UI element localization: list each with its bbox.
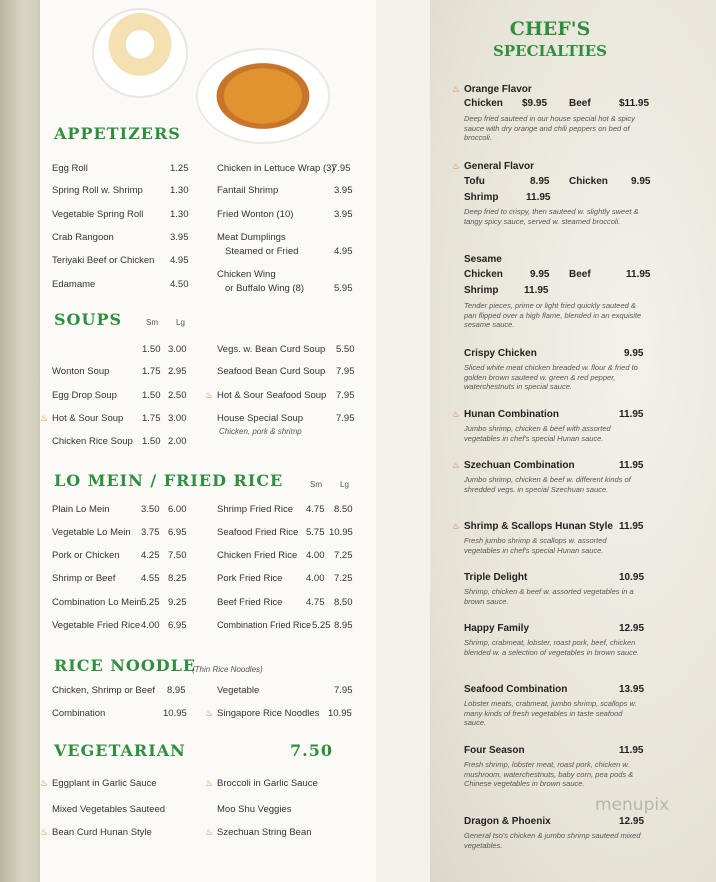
dish-option: Shrimp	[464, 192, 499, 203]
dish-description: Shrimp, chicken & beef w. assorted vegetables in a brown sauce.	[464, 587, 634, 606]
large-price: 8.95	[334, 620, 353, 631]
menu-item: Meat Dumplings	[217, 232, 286, 243]
menu-item: Vegetable Fried Rice	[52, 620, 141, 631]
small-price: 3.75	[141, 527, 160, 538]
rice-noodle-heading: RICE NOODLE	[54, 656, 197, 675]
item-price: 7.95	[334, 685, 353, 696]
item-price: 8.95	[167, 685, 186, 696]
chefs-title: CHEF'S	[509, 18, 591, 40]
small-price: 4.00	[141, 620, 160, 631]
dish-name: Seafood Combination	[464, 684, 568, 695]
menu-item: Teriyaki Beef or Chicken	[52, 255, 155, 266]
dish-price: 12.95	[619, 816, 645, 827]
spicy-icon: ♨	[452, 460, 461, 470]
menu-item: Shrimp or Beef	[52, 573, 116, 584]
soup-bowl-photo	[92, 8, 188, 98]
dish-name: Dragon & Phoenix	[464, 816, 551, 827]
menu-item: Spring Roll w. Shrimp	[52, 185, 143, 196]
large-price: 8.50	[334, 597, 353, 608]
dish-price: 9.95	[631, 176, 651, 187]
large-price: 2.95	[168, 366, 187, 377]
menu-item: Pork Fried Rice	[217, 573, 283, 584]
item-price: 4.50	[170, 279, 189, 290]
item-price: 7.95	[332, 163, 351, 174]
dish-option: Beef	[569, 269, 591, 280]
spicy-icon: ♨	[205, 827, 214, 837]
menu-item: Combination Lo Mein	[52, 597, 142, 608]
spicy-icon: ♨	[40, 827, 49, 837]
large-price: 2.50	[168, 390, 187, 401]
dish-price: 11.95	[619, 521, 644, 532]
dish-option: Tofu	[464, 176, 485, 187]
dish-price: 11.95	[526, 192, 551, 203]
item-price: 3.95	[334, 209, 353, 220]
dish-price: 9.95	[530, 269, 550, 280]
menu-item: Seafood Fried Rice	[217, 527, 299, 538]
small-column-label: Sm	[310, 480, 322, 489]
menu-item: Combination Fried Rice	[217, 620, 312, 630]
item-price: 1.30	[170, 185, 189, 196]
small-price: 4.75	[306, 597, 325, 608]
small-price: 1.75	[142, 413, 161, 424]
menu-item: Pork or Chicken	[52, 550, 120, 561]
menu-item: Edamame	[52, 279, 96, 290]
spicy-icon: ♨	[40, 778, 49, 788]
dish-price: 11.95	[619, 409, 644, 420]
item-price: 1.25	[170, 163, 189, 174]
large-price: 6.95	[168, 620, 187, 631]
menu-item: Szechuan String Bean	[217, 827, 312, 838]
dish-option: Shrimp	[464, 285, 499, 296]
dish-option: Beef	[569, 98, 591, 109]
menu-item: Vegetable Spring Roll	[52, 209, 144, 220]
dish-description: Jumbo shrimp, chicken & beef with assorted vegetables in chef's special Hunan sauce.	[464, 424, 611, 443]
dish-name: General Flavor	[464, 161, 535, 172]
dish-price: 10.95	[619, 572, 645, 583]
dish-price: 11.95	[626, 269, 651, 280]
large-price: 9.25	[168, 597, 187, 608]
large-price: 7.25	[334, 573, 353, 584]
vegetarian-price: 7.50	[290, 741, 333, 760]
dish-name: Hunan Combination	[464, 409, 559, 420]
dish-description: Sliced white meat chicken breaded w. flour & fried to golden brown sauteed w. green & red pepper, waterchestnuts in special sauce.	[464, 363, 638, 391]
menu-item-line2: Steamed or Fried	[225, 246, 299, 257]
dish-price: 11.95	[619, 460, 644, 471]
dish-name: Crispy Chicken	[464, 348, 537, 359]
item-price: 10.95	[163, 708, 187, 719]
menu-item: Vegetable Lo Mein	[52, 527, 131, 538]
menu-item: Plain Lo Mein	[52, 504, 110, 515]
dish-name: Orange Flavor	[464, 84, 532, 95]
lomein-heading: LO MEIN / FRIED RICE	[54, 471, 284, 490]
rice-noodle-note: (Thin Rice Noodles)	[192, 665, 263, 674]
menu-item: Bean Curd Hunan Style	[52, 827, 152, 838]
dish-description: Lobster meats, crabmeat, jumbo shrimp, scallops w. many kinds of fresh vegetables in taste seafood sauce.	[464, 699, 637, 727]
large-price: 6.95	[168, 527, 187, 538]
dish-price: $9.95	[522, 98, 548, 109]
dish-name: Sesame	[464, 254, 502, 265]
menu-item: Fantail Shrimp	[217, 185, 279, 196]
left-background	[0, 0, 40, 882]
dish-description: Tender pieces, prime or light fried quickly sauteed & pan flipped over a high flame, blended in an exquisite sesame sauce.	[464, 301, 642, 329]
large-column-label: Lg	[176, 318, 185, 327]
dish-name: Shrimp & Scallops Hunan Style	[464, 521, 613, 532]
menu-item: Chicken in Lettuce Wrap (3)	[217, 163, 335, 174]
small-price: 4.00	[306, 573, 325, 584]
menu-item: Beef Fried Rice	[217, 597, 283, 608]
vegetarian-heading: VEGETARIAN	[54, 741, 186, 760]
item-price: 7.95	[336, 366, 355, 377]
dish-description: Deep fried sauteed in our house special hot & spicy sauce with dry orange and chili peppers on bed of broccoli.	[464, 114, 635, 142]
small-column-label: Sm	[146, 318, 158, 327]
small-price: 4.25	[141, 550, 160, 561]
spicy-icon: ♨	[452, 409, 461, 419]
menu-item: Combination	[52, 708, 106, 719]
dish-description: Jumbo shrimp, chicken & beef w. different kinds of shredded vegs. in special Szechuan sauce.	[464, 475, 631, 494]
large-price: 3.00	[168, 413, 187, 424]
menu-item: Wonton Soup	[52, 366, 110, 377]
dish-name: Four Season	[464, 745, 525, 756]
menu-item: Hot & Sour Soup	[52, 413, 124, 424]
large-price: 3.00	[168, 344, 187, 355]
dish-description: Fresh jumbo shrimp & scallops w. assorted vegetables in chef's special Hunan sauce.	[464, 536, 607, 555]
small-price: 4.00	[306, 550, 325, 561]
menu-item: Chicken Wing	[217, 269, 276, 280]
small-price: 4.55	[141, 573, 160, 584]
menu-item: Vegs. w. Bean Curd Soup	[217, 344, 326, 355]
page-gap	[376, 0, 430, 882]
menu-item-line2: or Buffalo Wing (8)	[225, 283, 305, 294]
dish-price: 11.95	[524, 285, 549, 296]
small-price: 5.75	[306, 527, 325, 538]
item-price: 4.95	[170, 255, 189, 266]
large-price: 7.25	[334, 550, 353, 561]
item-price: 1.30	[170, 209, 189, 220]
spicy-icon: ♨	[205, 390, 214, 400]
menu-item: Chicken, Shrimp or Beef	[52, 685, 155, 696]
watermark: menupix	[595, 795, 670, 815]
menu-item: Hot & Sour Seafood Soup	[217, 390, 327, 401]
dish-option: Chicken	[569, 176, 608, 187]
appetizers-heading: APPETIZERS	[54, 124, 181, 143]
large-column-label: Lg	[340, 480, 349, 489]
menu-item: Chicken Fried Rice	[217, 550, 298, 561]
large-price: 6.00	[168, 504, 187, 515]
dish-price: $11.95	[619, 98, 650, 109]
item-price: 7.95	[336, 413, 355, 424]
small-price: 1.50	[142, 344, 161, 355]
item-price: 3.95	[334, 185, 353, 196]
dish-price: 8.95	[530, 176, 550, 187]
small-price: 3.50	[141, 504, 160, 515]
small-price: 5.25	[312, 620, 331, 631]
large-price: 10.95	[329, 527, 353, 538]
menu-item: Singapore Rice Noodles	[217, 708, 320, 719]
spicy-icon: ♨	[205, 708, 214, 718]
spicy-icon: ♨	[452, 161, 461, 171]
dish-name: Triple Delight	[464, 572, 528, 583]
large-price: 7.50	[168, 550, 187, 561]
menu-item: Moo Shu Veggies	[217, 804, 292, 815]
fried-rice-photo	[196, 48, 330, 144]
menu-item: Mixed Vegetables Sauteed	[52, 804, 166, 815]
dish-name: Happy Family	[464, 623, 530, 634]
menu-item: Egg Drop Soup	[52, 390, 117, 401]
menu-item: Egg Roll	[52, 163, 88, 174]
item-price: 5.50	[336, 344, 355, 355]
menu-item: Shrimp Fried Rice	[217, 504, 294, 515]
dish-description: General tso's chicken & jumbo shrimp sauteed mixed vegetables.	[464, 831, 641, 850]
item-note: Chicken, pork & shrimp	[219, 427, 302, 436]
dish-price: 12.95	[619, 623, 645, 634]
small-price: 5.25	[141, 597, 160, 608]
specialties-title: SPECIALTIES	[493, 42, 607, 60]
dish-option: Chicken	[464, 269, 503, 280]
spicy-icon: ♨	[205, 778, 214, 788]
small-price: 1.50	[142, 436, 161, 447]
item-price: 10.95	[328, 708, 352, 719]
dish-option: Chicken	[464, 98, 503, 109]
menu-item: Broccoli in Garlic Sauce	[217, 778, 318, 789]
menu-item: Crab Rangoon	[52, 232, 114, 243]
large-price: 8.25	[168, 573, 187, 584]
dish-description: Fresh shrimp, lobster meat, roast pork, chicken w. mushroom, waterchestnuts, baby corn, pea pods & Chinese vegetables in brown sauce.	[464, 760, 634, 788]
large-price: 8.50	[334, 504, 353, 515]
small-price: 1.75	[142, 366, 161, 377]
spicy-icon: ♨	[452, 521, 461, 531]
dish-description: Deep fried to crispy, then sauteed w. slightly sweet & tangy spicy sauce, served w. steamed broccoli.	[464, 207, 639, 226]
small-price: 1.50	[142, 390, 161, 401]
dish-price: 9.95	[624, 348, 644, 359]
menu-item: Vegetable	[217, 685, 260, 696]
menu-item: Seafood Bean Curd Soup	[217, 366, 326, 377]
soups-heading: SOUPS	[54, 310, 123, 329]
dish-price: 13.95	[619, 684, 645, 695]
dish-price: 11.95	[619, 745, 644, 756]
spicy-icon: ♨	[452, 84, 461, 94]
item-price: 3.95	[170, 232, 189, 243]
small-price: 4.75	[306, 504, 325, 515]
menu-item: Fried Wonton (10)	[217, 209, 294, 220]
item-price: 7.95	[336, 390, 355, 401]
menu-item: Eggplant in Garlic Sauce	[52, 778, 157, 789]
item-price: 5.95	[334, 283, 353, 294]
menu-item: Chicken Rice Soup	[52, 436, 133, 447]
dish-description: Shrimp, crabmeat, lobster, roast pork, beef, chicken blended w. a selection of vegetables in brown sauce.	[464, 638, 640, 657]
spicy-icon: ♨	[40, 413, 49, 423]
item-price: 4.95	[334, 246, 353, 257]
large-price: 2.00	[168, 436, 187, 447]
menu-item: House Special Soup	[217, 413, 304, 424]
dish-name: Szechuan Combination	[464, 460, 575, 471]
